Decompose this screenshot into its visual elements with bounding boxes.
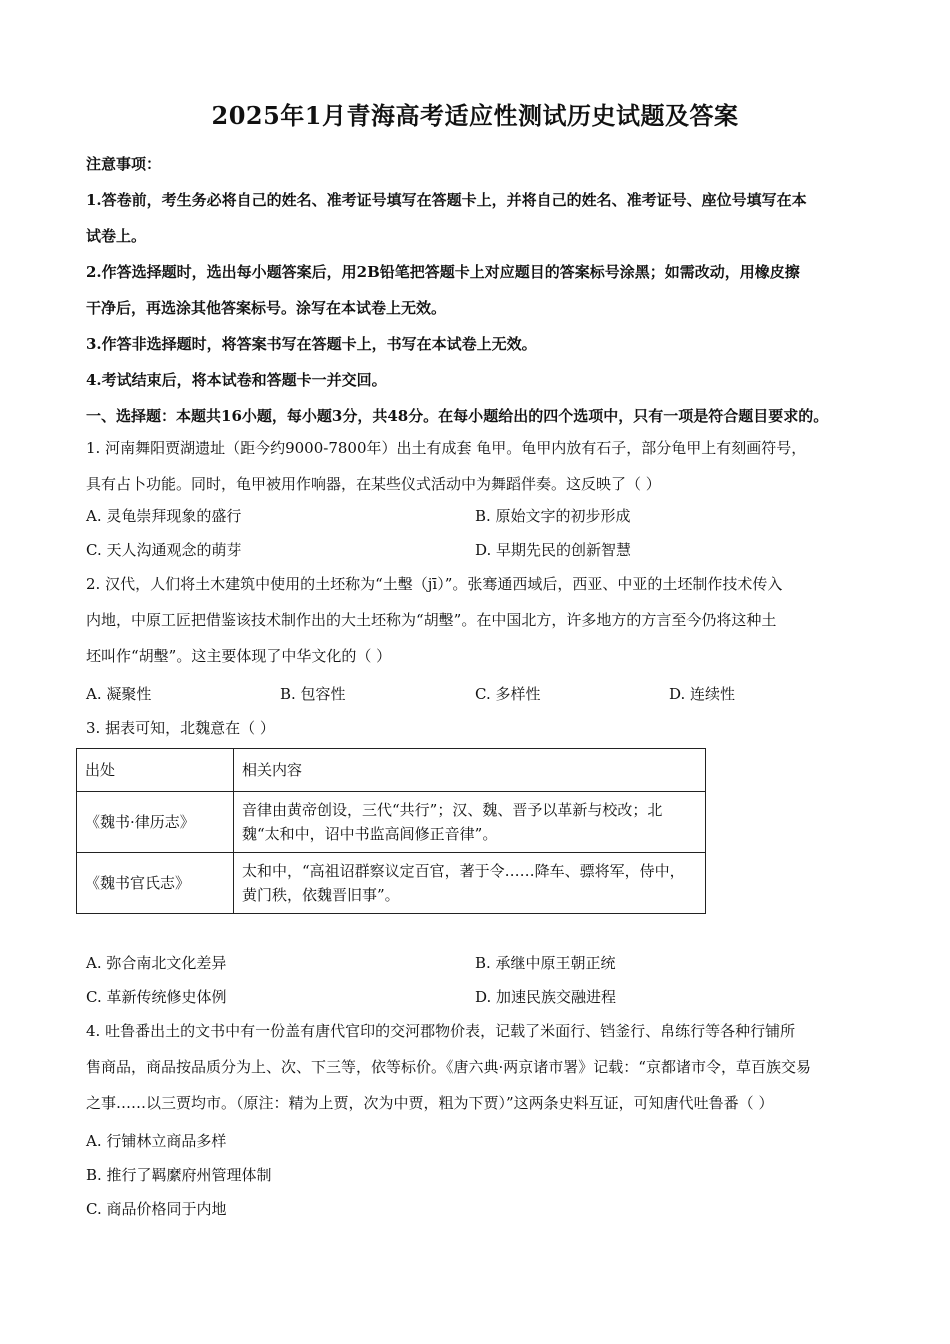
- question-2-line-3: 坯叫作“胡墼”。这主要体现了中华文化的（ ）: [86, 647, 392, 665]
- question-1-option-c[interactable]: C. 天人沟通观念的萌芽: [86, 541, 242, 559]
- question-1-option-b[interactable]: B. 原始文字的初步形成: [475, 507, 631, 525]
- table-cell-source: 《魏书·律历志》: [77, 792, 234, 853]
- question-4-option-c[interactable]: C. 商品价格同于内地: [86, 1200, 227, 1218]
- question-4-option-a[interactable]: A. 行铺林立商品多样: [86, 1132, 227, 1150]
- table-row: [77, 792, 706, 853]
- question-2-line-2: 内地，中原工匠把借鉴该技术制作出的大土坯称为“胡墼”。在中国北方，许多地方的方言至今仍将这种土: [86, 611, 777, 629]
- question-2-option-b[interactable]: B. 包容性: [280, 685, 346, 703]
- notice-line-4: 干净后，再选涂其他答案标号。涂写在本试卷上无效。: [86, 299, 447, 317]
- question-1-line-2: 具有占卜功能。同时，龟甲被用作响器，在某些仪式活动中为舞蹈伴奏。这反映了（ ）: [86, 475, 661, 493]
- question-2-line-1: 2. 汉代，人们将土木建筑中使用的土坯称为“土墼（jī）”。张骞通西域后，西亚、中亚的土坯制作技术传入: [86, 575, 783, 593]
- table-cell-content: 音律由黄帝创设，三代“共行”；汉、魏、晋予以革新与校改；北魏“太和中，诏中书监高闾修正音律”。: [234, 792, 706, 853]
- question-1-option-d[interactable]: D. 早期先民的创新智慧: [475, 541, 632, 559]
- table-header-content: 相关内容: [234, 749, 706, 792]
- question-4-option-b[interactable]: B. 推行了羁縻府州管理体制: [86, 1166, 272, 1184]
- notice-line-1: 1.答卷前，考生务必将自己的姓名、准考证号填写在答题卡上，并将自己的姓名、准考证号、座位号填写在本: [86, 191, 807, 209]
- question-2-option-d[interactable]: D. 连续性: [669, 685, 736, 703]
- question-3-table: [76, 748, 706, 914]
- question-3-option-c[interactable]: C. 革新传统修史体例: [86, 988, 227, 1006]
- table-cell-content: 太和中，“高祖诏群察议定百官，著于令……降车、骠将军，侍中，黄门秩，依魏晋旧事”。: [234, 853, 706, 914]
- question-3-option-b[interactable]: B. 承继中原王朝正统: [475, 954, 616, 972]
- question-4-line-2: 售商品，商品按品质分为上、次、下三等，依等标价。《唐六典·两京诸市署》记载：“京都诸市令，草百族交易: [86, 1058, 811, 1076]
- question-2: [86, 566, 866, 674]
- notice-line-2: 试卷上。: [86, 227, 147, 245]
- notice-section: [86, 146, 866, 434]
- notice-heading: 注意事项：: [86, 155, 162, 173]
- page-title: 2025年1月青海高考适应性测试历史试题及答案: [211, 101, 739, 130]
- question-2-option-a[interactable]: A. 凝聚性: [86, 685, 152, 703]
- table-row: [77, 853, 706, 914]
- question-2-option-c[interactable]: C. 多样性: [475, 685, 541, 703]
- table-cell-source: 《魏书官氏志》: [77, 853, 234, 914]
- section-heading: 一、选择题：本题共16小题，每小题3分，共48分。在每小题给出的四个选项中，只有一项是符合题目要求的。: [86, 407, 829, 425]
- question-4: [86, 1013, 866, 1121]
- table-header-row: [77, 749, 706, 792]
- notice-line-3: 2.作答选择题时，选出每小题答案后，用2B铅笔把答题卡上对应题目的答案标号涂黑；如需改动，用橡皮擦: [86, 263, 800, 281]
- question-3-option-a[interactable]: A. 弥合南北文化差异: [86, 954, 227, 972]
- notice-line-6: 4.考试结束后，将本试卷和答题卡一并交回。: [86, 371, 387, 389]
- notice-line-5: 3.作答非选择题时，将答案书写在答题卡上，书写在本试卷上无效。: [86, 335, 537, 353]
- question-4-line-3: 之事……以三贾均市。（原注：精为上贾，次为中贾，粗为下贾）”这两条史料互证，可知唐代吐鲁番（ ）: [86, 1094, 774, 1112]
- question-1-line-1: 1. 河南舞阳贾湖遗址（距今约9000-7800年）出土有成套 龟甲。龟甲内放有石子，部分龟甲上有刻画符号，: [86, 439, 807, 457]
- table-header-source: 出处: [77, 749, 234, 792]
- question-1: [86, 430, 866, 502]
- question-1-option-a[interactable]: A. 灵龟崇拜现象的盛行: [86, 507, 242, 525]
- question-3-stem: 3. 据表可知，北魏意在（ ）: [86, 719, 275, 737]
- question-3-option-d[interactable]: D. 加速民族交融进程: [475, 988, 617, 1006]
- question-4-line-1: 4. 吐鲁番出土的文书中有一份盖有唐代官印的交河郡物价表，记载了米面行、铛釜行、帛练行等各种行铺所: [86, 1022, 796, 1040]
